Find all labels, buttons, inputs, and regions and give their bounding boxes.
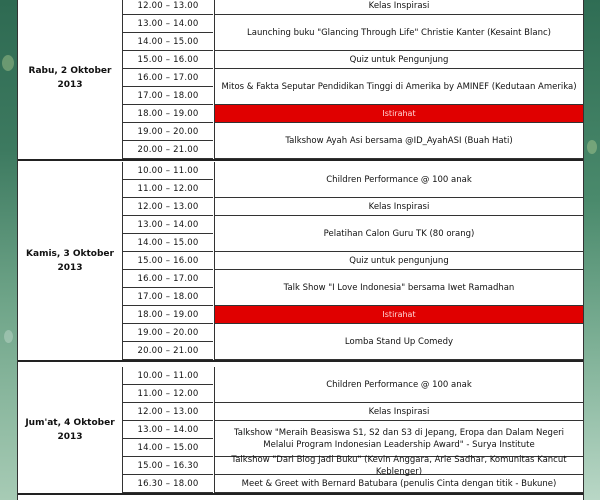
event-cell: Talkshow "Dari Blog Jadi Buku" (Kevin Anggara, Arie Sadhar, Komunitas Kancut Keblenger) xyxy=(215,457,583,475)
time-slot: 11.00 – 12.00 xyxy=(123,385,213,403)
event-cell: Talk Show "I Love Indonesia" bersama Iwet Ramadhan xyxy=(215,270,583,306)
event-column xyxy=(214,162,583,360)
background-left-panel xyxy=(0,0,18,500)
time-slot: 15.00 – 16.00 xyxy=(123,51,213,69)
time-slot: 11.00 – 12.00 xyxy=(123,180,213,198)
schedule-table xyxy=(17,0,584,500)
event-cell: Talkshow "Meraih Beasiswa S1, S2 dan S3 di Jepang, Eropa dan Dalam Negeri Melalui Program Indonesian Leadership Award" - Surya Institute xyxy=(215,421,583,457)
time-slot: 13.00 – 14.00 xyxy=(123,421,213,439)
time-slot: 14.00 – 15.00 xyxy=(123,33,213,51)
leaf-decoration xyxy=(4,330,13,343)
time-slot: 15.00 – 16.00 xyxy=(123,252,213,270)
break-row: Istirahat xyxy=(215,105,583,123)
time-slot: 10.00 – 11.00 xyxy=(123,162,213,180)
time-slot: 19.00 – 20.00 xyxy=(123,123,213,141)
day-block xyxy=(18,162,583,362)
time-slot: 18.00 – 19.00 xyxy=(123,306,213,324)
event-cell: Lomba Stand Up Comedy xyxy=(215,324,583,360)
event-cell: Kelas Inspirasi xyxy=(215,198,583,216)
event-cell: Talkshow Ayah Asi bersama @ID_AyahASI (Buah Hati) xyxy=(215,123,583,159)
event-column xyxy=(214,367,583,493)
event-column xyxy=(214,0,583,159)
time-slot: 10.00 – 11.00 xyxy=(123,367,213,385)
event-cell: Kelas Inspirasi xyxy=(215,403,583,421)
leaf-decoration xyxy=(2,55,14,71)
time-column xyxy=(123,0,213,159)
day-label: Rabu, 2 Oktober 2013 xyxy=(18,0,123,159)
time-slot: 12.00 – 13.00 xyxy=(123,198,213,216)
time-slot: 16.00 – 17.00 xyxy=(123,69,213,87)
event-cell: Launching buku "Glancing Through Life" Christie Kanter (Kesaint Blanc) xyxy=(215,15,583,51)
day-label: Jum'at, 4 Oktober 2013 xyxy=(18,367,123,493)
time-slot: 18.00 – 19.00 xyxy=(123,105,213,123)
time-slot: 14.00 – 15.00 xyxy=(123,234,213,252)
time-slot: 14.00 – 15.00 xyxy=(123,439,213,457)
event-cell: Quiz untuk Pengunjung xyxy=(215,51,583,69)
day-label: Kamis, 3 Oktober 2013 xyxy=(18,162,123,360)
leaf-decoration xyxy=(587,140,597,154)
day-block xyxy=(18,367,583,495)
time-slot: 15.00 – 16.30 xyxy=(123,457,213,475)
break-row: Istirahat xyxy=(215,306,583,324)
time-slot: 17.00 – 18.00 xyxy=(123,288,213,306)
time-slot: 16.30 – 18.00 xyxy=(123,475,213,493)
event-cell: Children Performance @ 100 anak xyxy=(215,162,583,198)
time-column xyxy=(123,367,213,493)
event-cell: Quiz untuk pengunjung xyxy=(215,252,583,270)
time-slot: 17.00 – 18.00 xyxy=(123,87,213,105)
time-slot: 19.00 – 20.00 xyxy=(123,324,213,342)
event-cell: Meet & Greet with Bernard Batubara (penulis Cinta dengan titik - Bukune) xyxy=(215,475,583,493)
time-slot: 12.00 – 13.00 xyxy=(123,0,213,15)
time-slot: 13.00 – 14.00 xyxy=(123,15,213,33)
day-block xyxy=(18,0,583,161)
event-cell: Kelas Inspirasi xyxy=(215,0,583,15)
time-slot: 12.00 – 13.00 xyxy=(123,403,213,421)
event-cell: Children Performance @ 100 anak xyxy=(215,367,583,403)
time-slot: 13.00 – 14.00 xyxy=(123,216,213,234)
time-slot: 20.00 – 21.00 xyxy=(123,141,213,159)
time-slot: 16.00 – 17.00 xyxy=(123,270,213,288)
time-column xyxy=(123,162,213,360)
event-cell: Mitos & Fakta Seputar Pendidikan Tinggi di Amerika by AMINEF (Kedutaan Amerika) xyxy=(215,69,583,105)
event-cell: Pelatihan Calon Guru TK (80 orang) xyxy=(215,216,583,252)
time-slot: 20.00 – 21.00 xyxy=(123,342,213,360)
